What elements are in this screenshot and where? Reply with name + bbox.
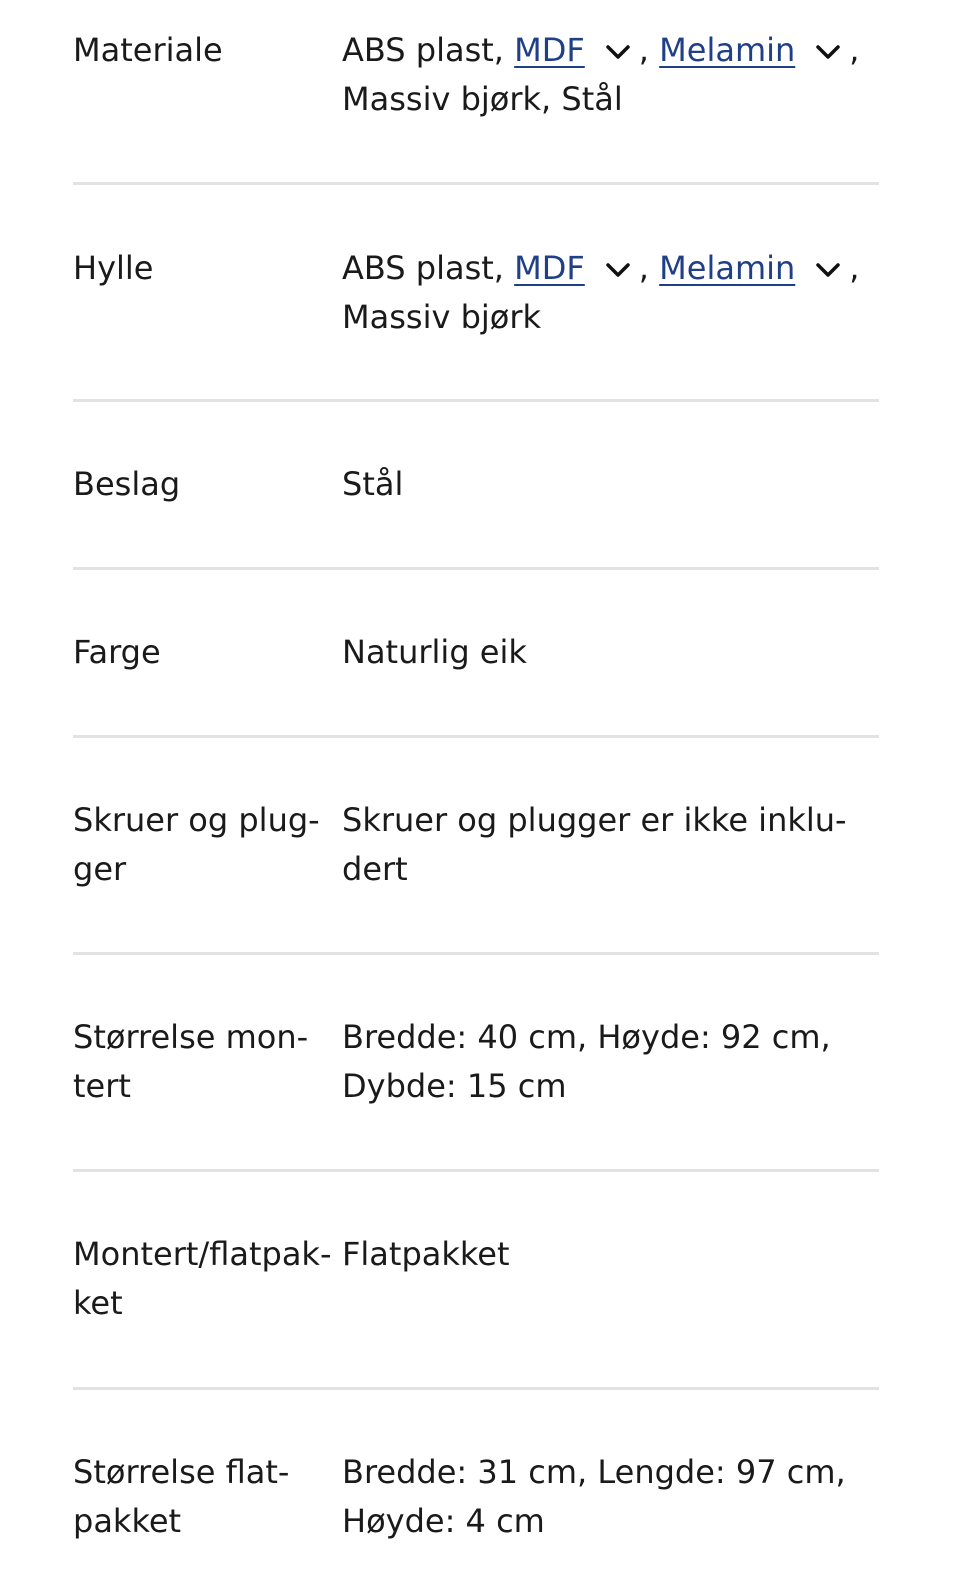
spec-label-shelf: Hylle <box>73 249 154 287</box>
spec-row-size-flatpack <box>73 1390 879 1580</box>
link-melamin[interactable]: Melamin <box>659 31 796 69</box>
product-spec-list <box>73 0 879 1580</box>
screws-value-line1: Skruer og plugger er ikke inklu- <box>342 801 847 839</box>
spec-row-assembled-flatpack <box>73 1172 879 1390</box>
spec-value-screws <box>342 796 879 894</box>
spec-label-assembled-flatpack <box>73 1230 341 1328</box>
assembled-flatpack-label-line2: ket <box>73 1284 123 1322</box>
spec-row-size-assembled <box>73 955 879 1172</box>
link-mdf[interactable]: MDF <box>514 249 585 287</box>
size-assembled-label-line2: tert <box>73 1067 131 1105</box>
screws-label-line1: Skruer og plug- <box>73 801 320 839</box>
screws-value-line2: dert <box>342 850 408 888</box>
material-text-suffix: , <box>849 31 860 69</box>
chevron-down-icon[interactable] <box>603 259 633 281</box>
spec-row-fittings <box>73 402 879 570</box>
material-text-separator: , <box>638 31 660 69</box>
spec-row-screws <box>73 738 879 955</box>
spec-label-color: Farge <box>73 633 161 671</box>
spec-row-shelf <box>73 185 879 402</box>
spec-value-shelf <box>342 244 879 342</box>
size-flatpack-label-line1: Størrelse flat- <box>73 1453 290 1491</box>
spec-value-assembled-flatpack: Flatpakket <box>342 1235 510 1273</box>
size-assembled-value-line1: Bredde: 40 cm, Høyde: 92 cm, <box>342 1018 831 1056</box>
spec-label-fittings: Beslag <box>73 465 181 503</box>
spec-row-color <box>73 570 879 738</box>
chevron-down-icon[interactable] <box>813 41 843 63</box>
shelf-text-separator: , <box>638 249 660 287</box>
size-flatpack-label-line2: pakket <box>73 1502 182 1540</box>
spec-value-size-flatpack <box>342 1448 879 1546</box>
shelf-text-line2: Massiv bjørk <box>342 298 542 336</box>
shelf-text-suffix: , <box>849 249 860 287</box>
spec-value-color: Naturlig eik <box>342 633 527 671</box>
chevron-down-icon[interactable] <box>603 41 633 63</box>
size-assembled-label-line1: Størrelse mon- <box>73 1018 309 1056</box>
spec-label-material: Materiale <box>73 31 223 69</box>
spec-value-fittings: Stål <box>342 465 404 503</box>
size-flatpack-value-line1: Bredde: 31 cm, Lengde: 97 cm, <box>342 1453 846 1491</box>
spec-value-size-assembled <box>342 1013 879 1111</box>
assembled-flatpack-label-line1: Montert/flatpak- <box>73 1235 332 1273</box>
chevron-down-icon[interactable] <box>813 259 843 281</box>
spec-row-material <box>73 0 879 185</box>
screws-label-line2: ger <box>73 850 127 888</box>
spec-label-size-flatpack <box>73 1448 341 1546</box>
material-text-line2: Massiv bjørk, Stål <box>342 80 623 118</box>
shelf-text-prefix: ABS plast, <box>342 249 515 287</box>
link-melamin[interactable]: Melamin <box>659 249 796 287</box>
spec-value-material <box>342 26 879 124</box>
spec-label-size-assembled <box>73 1013 341 1111</box>
material-text-prefix: ABS plast, <box>342 31 515 69</box>
size-assembled-value-line2: Dybde: 15 cm <box>342 1067 567 1105</box>
spec-label-screws <box>73 796 341 894</box>
size-flatpack-value-line2: Høyde: 4 cm <box>342 1502 545 1540</box>
link-mdf[interactable]: MDF <box>514 31 585 69</box>
